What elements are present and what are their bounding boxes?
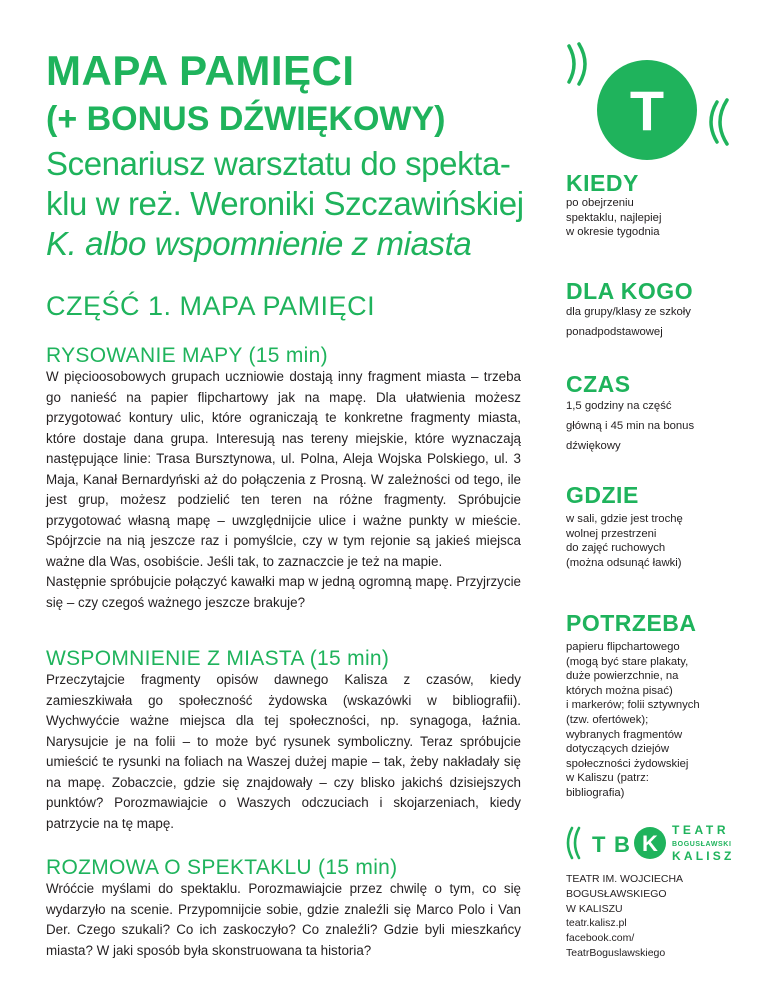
kiedy-line: po obejrzeniu [566,197,634,209]
czas-line: 1,5 godziny na część [566,400,672,412]
footer-line: BOGUSŁAWSKIEGO [566,887,667,900]
title-line1: MAPA PAMIĘCI [46,47,355,94]
subtitle-line2: klu w reż. Weroniki Szczawińskiej [46,185,524,222]
potrzeba-line: bibliografia) [566,786,625,799]
logo-waves-icon [568,828,579,858]
potrzeba-line: społeczności żydowskiej [566,757,689,770]
kiedy-title: KIEDY [566,170,639,196]
dla-kogo-line: dla grupy/klasy ze szkoły [566,306,691,318]
sound-waves-right-icon [711,100,727,144]
section3-paragraph: Wróćcie myślami do spektaklu. Porozmawiajcie przez chwilę o tym, co się wydarzyło na scenie. Przypomnijcie sobie, gdzie znaleźli się Marco Polo i Van Der. Czego szukali? Co ich zaskoczyło? Co znaleźli? Gdzie byli mieszkańcy miasta? W jaki sposób była skonstruowana ta historia? [46,881,521,958]
sound-waves-left-icon [569,44,585,84]
logo-mark-b: B [614,832,630,857]
logo-word-teatr: TEATR [672,823,730,837]
potrzeba-line: (mogą być stare plakaty, [566,655,689,668]
dla-kogo-text [566,302,691,342]
dla-kogo-title: DLA KOGO [566,278,694,304]
section3-title: ROZMOWA O SPEKTAKLU (15 min) [46,856,398,879]
czas-title: CZAS [566,371,631,397]
czas-line: główną i 45 min na bonus [566,420,695,432]
footer-facebook-link-cont[interactable]: TeatrBoguslawskiego [566,946,666,959]
czas-text [566,396,694,456]
footer-facebook-link[interactable]: facebook.com/ [566,932,635,945]
footer-line: W KALISZU [566,902,623,915]
potrzeba-line: papieru flipchartowego [566,641,680,653]
potrzeba-line: wybranych fragmentów [566,728,683,741]
footer-address [566,872,683,961]
section1-body [46,367,521,613]
gdzie-line: (można odsunąć ławki) [566,556,682,569]
logo-letter: T [629,79,665,142]
footer-line: TEATR IM. WOJCIECHA [566,873,684,885]
part1-title: CZĘŚĆ 1. MAPA PAMIĘCI [46,291,376,321]
section3-body [46,879,521,961]
footer-website-link[interactable]: teatr.kalisz.pl [566,917,627,930]
potrzeba-line: których można pisać) [566,684,673,697]
section2-title: WSPOMNIENIE Z MIASTA (15 min) [46,647,390,670]
gdzie-line: do zajęć ruchowych [566,542,666,555]
potrzeba-line: (tzw. ofertówek); [566,713,649,726]
dla-kogo-line: ponadpodstawowej [566,326,663,338]
gdzie-title: GDZIE [566,482,639,508]
title-line2: (+ BONUS DŹWIĘKOWY) [46,100,446,138]
logo-word-kalisz: KALISZ [672,849,735,863]
subtitle [46,144,546,264]
section2-paragraph: Przeczytajcie fragmenty opisów dawnego Kalisza z czasów, kiedy zamieszkiwała go społeczność żydowska (wskazówki w bibliografii). Wychwyćcie ważne miejsca dla tej społeczności, np. synagoga, łaźnia. Narysujcie je na folii – to może być rysunek symboliczny. Teraz spróbujcie umieścić te rysunki na foliach na Waszej dużej mapie – tak, żeby nakładały się na mapę. Zobaczcie, gdzie się znajdowały – czy blisko jakichś dzisiejszych punktów? Porozmawiajcie o Waszych odczuciach i skojarzeniach, kiedy patrzycie na tę mapę. [46,672,521,831]
potrzeba-line: w Kaliszu (patrz: [566,772,649,785]
potrzeba-line: duże powierzchnie, na [566,670,679,683]
theatre-logo-icon [555,40,735,170]
logo-mark-k: K [642,831,658,856]
section2-body [46,670,521,834]
teatr-boguslawski-logo-icon [562,820,742,866]
potrzeba-text [566,640,700,801]
kiedy-line: w okresie tygodnia [566,226,660,239]
subtitle-line1: Scenariusz warsztatu do spekta- [46,145,511,182]
logo-mark-t: T [592,832,606,857]
logo-word-boguslawski: BOGUSŁAWSKI [672,841,732,848]
gdzie-line: w sali, gdzie jest trochę [566,513,683,525]
potrzeba-line: i markerów; folii sztywnych [566,699,700,712]
potrzeba-title: POTRZEBA [566,610,697,636]
kiedy-text [566,196,661,240]
section1-title: RYSOWANIE MAPY (15 min) [46,344,328,367]
gdzie-text [566,512,683,570]
potrzeba-line: dotyczących dziejów [566,743,669,756]
section1-paragraph: W pięcioosobowych grupach uczniowie dostają inny fragment miasta – trzeba go nanieść na papier flipchartowy jak na mapę. Dla ułatwienia możesz przygotować kontury ulic, które ograniczają te konkretne fragmenty miasta, które dostaje dana grupa. Interesują nas tereny miejskie, które wyznaczają następujące linie: Trasa Bursztynowa, ul. Polna, Aleja Wojska Polskiego, ul. 3 Maja, Kanał Bernardyński aż do połączenia z Prosną. W zależności od tego, ile jest grup, możesz podzielić ten teren na różne fragmenty. Spróbujcie przygotować własną mapę – uwzględnijcie ulice i ważne punkty w mieście. Spójrzcie na nią jeszcze raz i pomyślcie, czy w tym rejonie są jakieś miejsca ważne dla Was, osobiście. Jeśli tak, to zaznaczcie je też na mapie. [46,369,521,569]
subtitle-line3: K. albo wspomnienie z miasta [46,225,472,262]
gdzie-line: wolnej przestrzeni [566,527,657,540]
kiedy-line: spektaklu, najlepiej [566,211,662,224]
czas-line: dźwiękowy [566,440,621,452]
section1-paragraph: Następnie spróbujcie połączyć kawałki map w jedną ogromną mapę. Przyjrzycie się – czy czegoś ważnego jeszcze brakuje? [46,574,521,610]
